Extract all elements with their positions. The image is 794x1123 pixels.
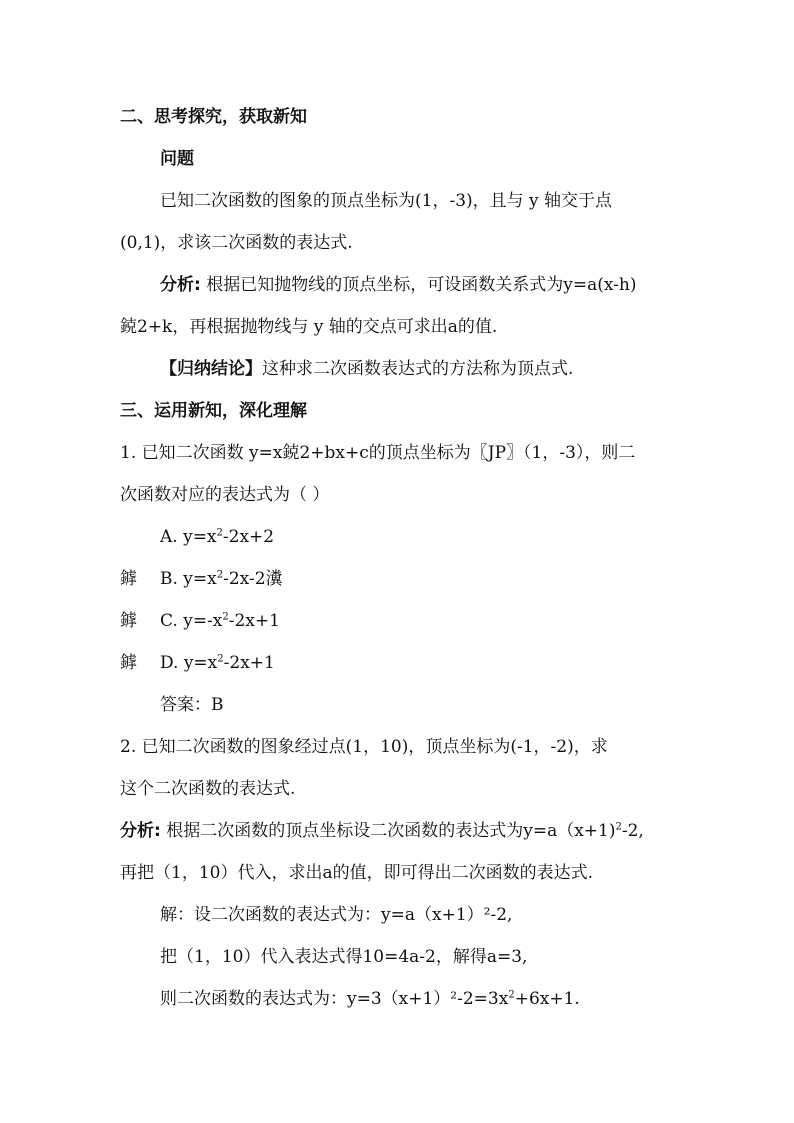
question2-analysis-tail: -2, [621,821,644,841]
option-text-sup: 2 [217,653,224,665]
section3-heading: 三、运用新知，深化理解 [120,401,307,421]
question1-line-1: 1. 已知二次函数 y=x鋴2+bx+c的顶点坐标为〖JP〗（1，-3），则二 [120,443,636,463]
question1-answer: 答案：B [160,695,224,715]
option-text-head: A. y=x [160,527,217,547]
question2-line-2: 这个二次函数的表达式. [120,779,296,799]
option-text-sup: 2 [216,527,223,539]
option-c [120,609,280,633]
option-text-tail: -2x+1 [223,653,275,673]
option-prefix: 鎼 [120,611,137,631]
analysis-line-2: 鋴2+k，再根据抛物线与 y 轴的交点可求出a的值. [120,317,498,337]
solution-line-3 [160,987,580,1011]
question1-line-2: 次函数对应的表达式为（ ） [120,485,330,505]
option-d [120,651,275,675]
question2-analysis-line-2: 再把（1，10）代入，求出a的值，即可得出二次函数的表达式. [120,863,593,883]
question2-analysis-sup: 2 [615,821,622,833]
option-text-tail: -2x+2 [222,527,275,547]
solution-line-1: 解：设二次函数的表达式为：y=a（x+1）²-2, [160,905,513,925]
conclusion-text: 这种求二次函数表达式的方法称为顶点式. [262,359,574,379]
analysis-label: 分析: [160,275,201,295]
question-label: 问题 [160,149,194,169]
question2-analysis-head: 根据二次函数的顶点坐标设二次函数的表达式为y=a（x+1) [166,821,616,841]
analysis-line-1 [160,273,636,297]
solution-line-3-sup: 2 [508,989,515,1001]
problem-line-2: (0,1)，求该二次函数的表达式. [120,233,353,253]
option-text-sup: 2 [222,611,229,623]
option-text-head: C. y=-x [160,611,223,631]
option-b [120,567,283,591]
solution-line-3-tail: +6x+1. [514,989,580,1009]
option-text-head: B. y=x [160,569,217,589]
option-text-head: D. y=x [160,653,218,673]
solution-line-3-head: 则二次函数的表达式为：y=3（x+1）²-2=3x [160,989,509,1009]
conclusion-line [160,357,573,381]
option-text-sup: 2 [216,569,224,581]
analysis-text-1: 根据已知抛物线的顶点坐标，可设函数关系式为y=a(x-h) [206,275,637,295]
section2-heading: 二、思考探究，获取新知 [120,107,307,127]
problem-line-1: 已知二次函数的图象的顶点坐标为(1，-3)，且与 y 轴交于点 [160,191,613,211]
option-text-tail: -2x+1 [228,611,280,631]
question2-analysis-line-1 [120,819,644,843]
option-prefix: 鎼 [120,569,137,589]
conclusion-label: 【归纳结论】 [160,359,262,379]
option-prefix: 鎼 [120,653,137,673]
question2-line-1: 2. 已知二次函数的图象经过点(1，10)，顶点坐标为(-1，-2)，求 [120,737,608,757]
option-a [120,525,274,549]
question2-analysis-label: 分析: [120,821,161,841]
solution-line-2: 把（1，10）代入表达式得10=4a-2，解得a=3, [160,947,528,967]
option-text-tail: -2x-2瀵 [223,569,283,589]
